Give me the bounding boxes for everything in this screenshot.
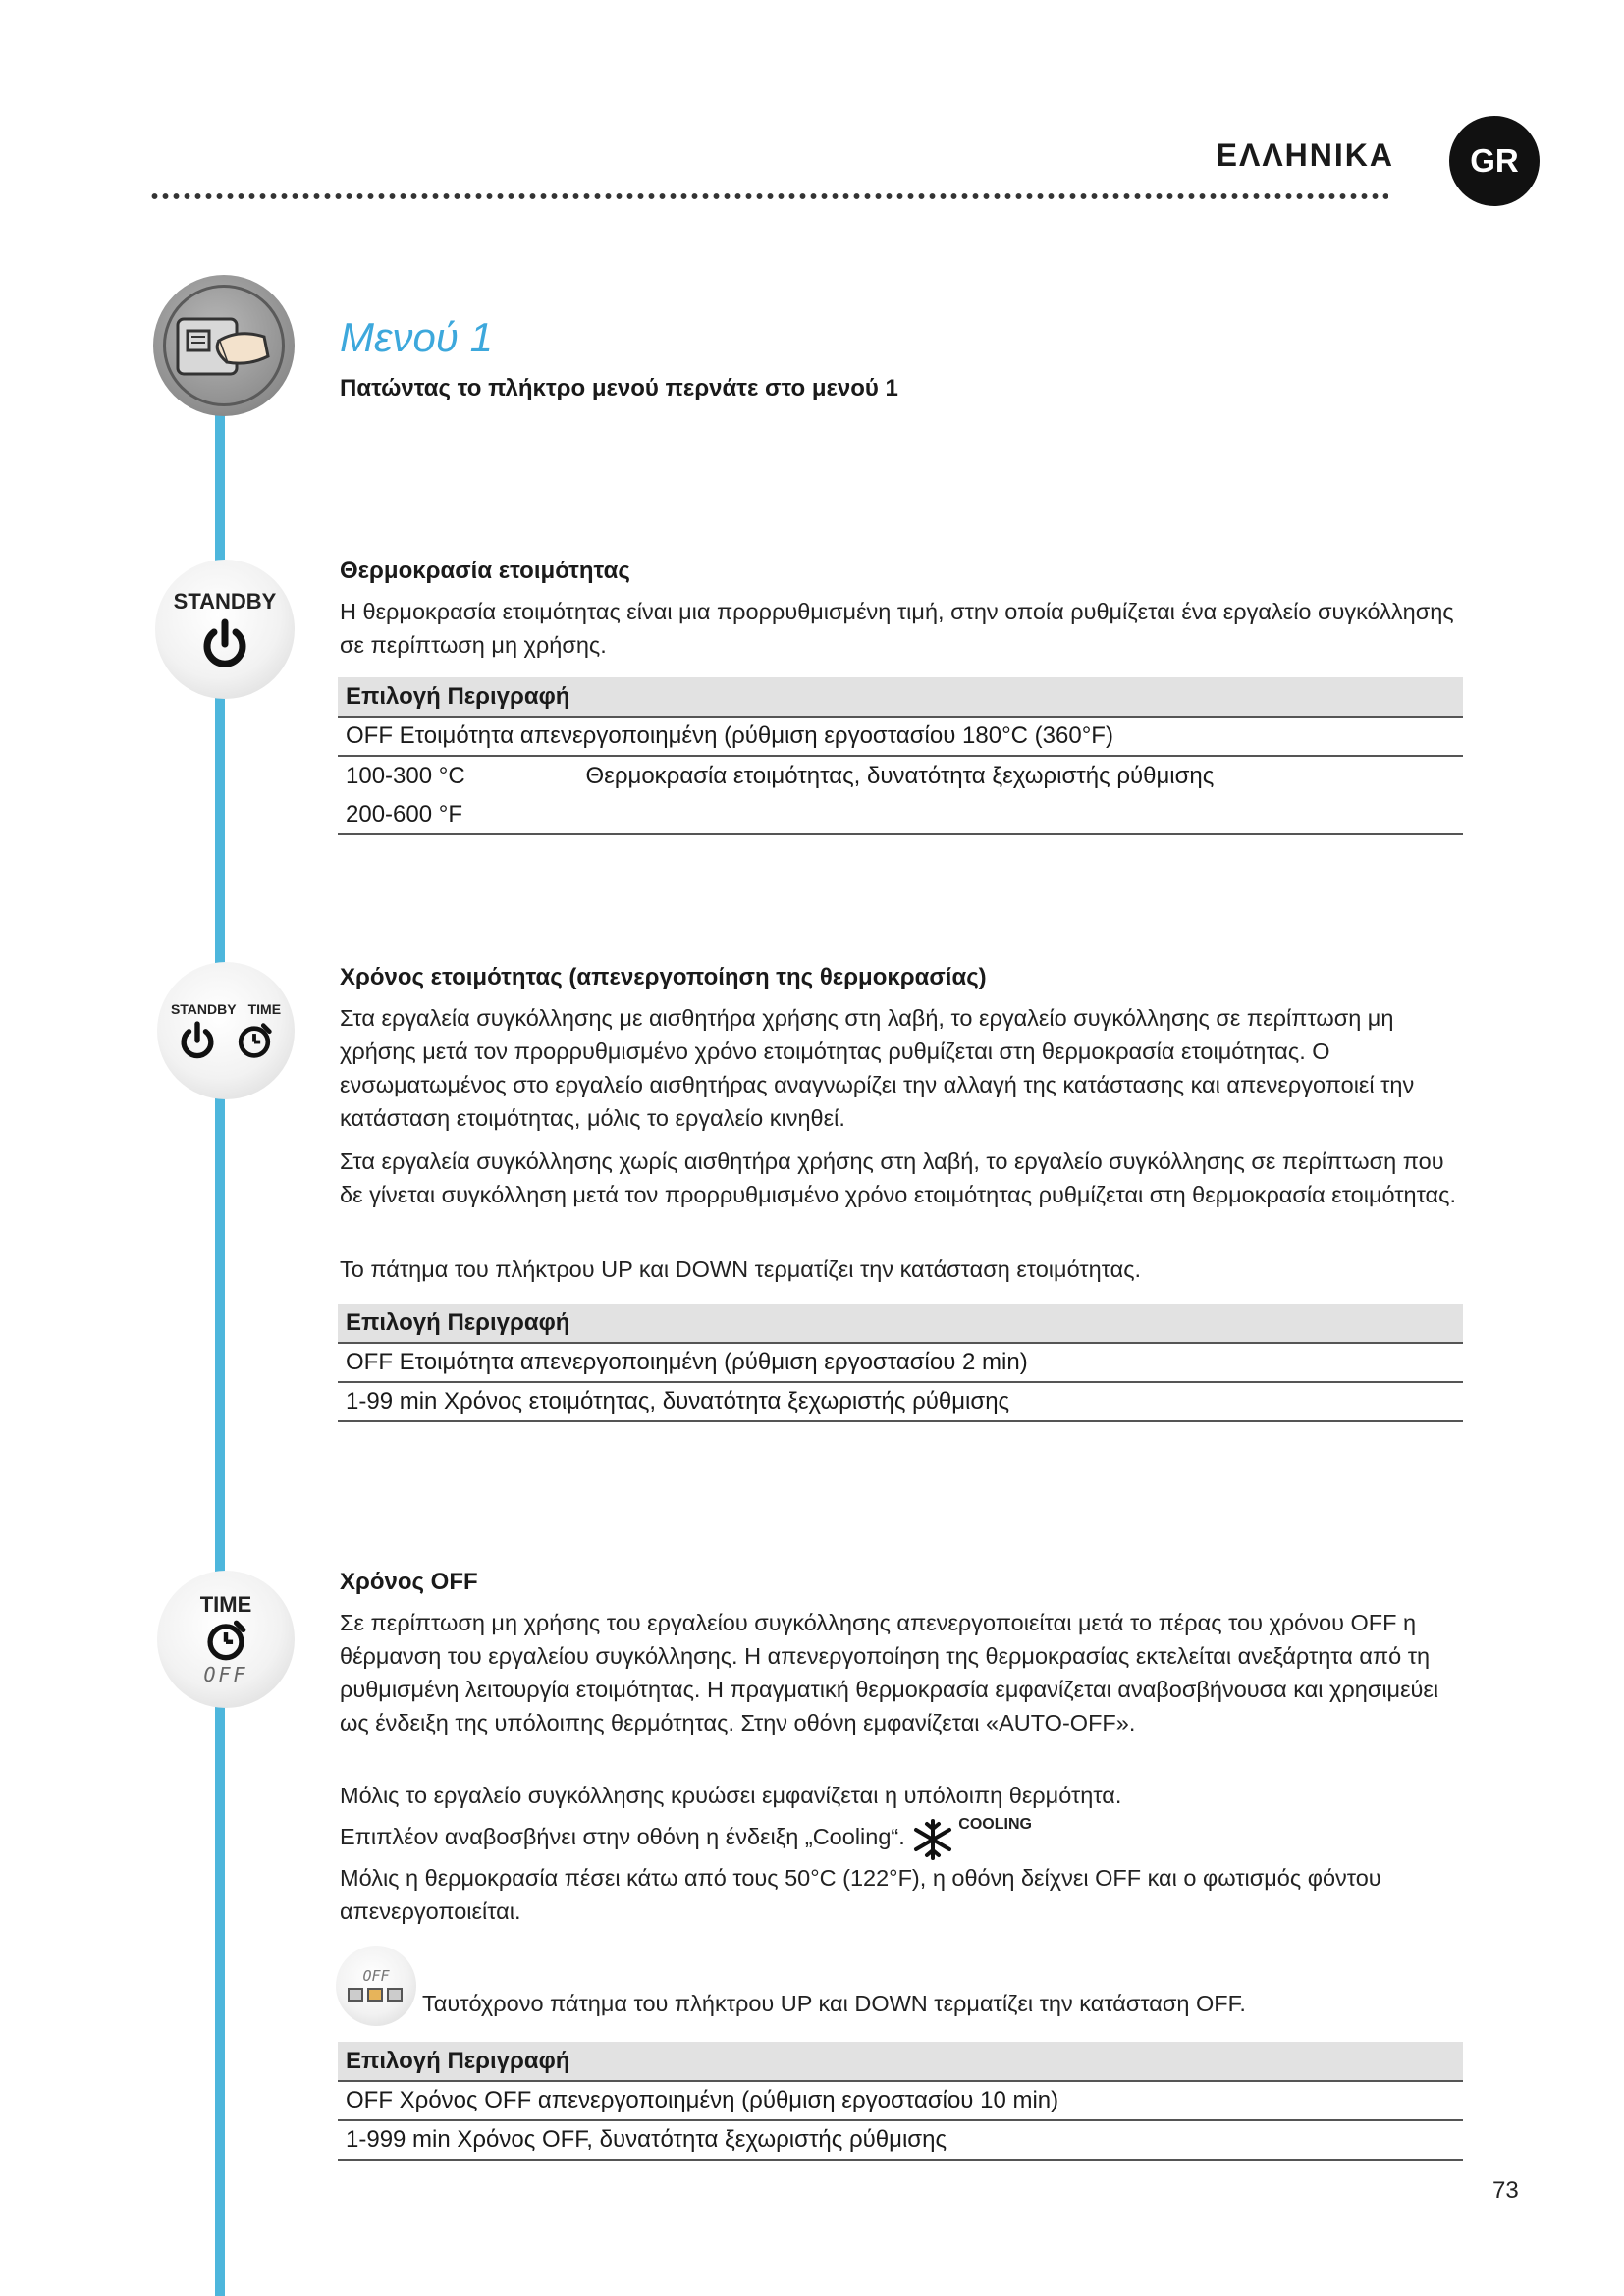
table-cell: 1-999 min Χρόνος OFF, δυνατότητα ξεχωριστής ρύθμισης	[338, 2120, 1463, 2160]
table-cell: 100-300 °C	[346, 762, 465, 789]
language-label: ΕΛΛΗΝΙΚΑ	[1216, 137, 1394, 173]
table-header: Επιλογή Περιγραφή	[338, 677, 577, 717]
time-off-p3-row	[340, 1815, 1459, 1855]
off-label: OFF	[203, 1663, 248, 1686]
time-off-icon	[157, 1571, 295, 1708]
time-icon-label: TIME	[199, 1592, 252, 1617]
standby-time-p2: Στα εργαλεία συγκόλλησης χωρίς αισθητήρα χρήσης στη λαβή, το εργαλείο συγκόλλησης σε περίπτωση που δε γίνεται συγκόλληση μετά τον προρρυθμισμένο χρόνο ετοιμότητας ρυθμίζεται στη θερμοκρασία ετοιμότητας.	[340, 1148, 1456, 1207]
dotted-divider	[149, 190, 1388, 202]
table-header: Επιλογή Περιγραφή	[338, 2042, 1463, 2081]
finger-press-icon	[170, 301, 278, 390]
standby-time-p1: Στα εργαλεία συγκόλλησης με αισθητήρα χρήσης στη λαβή, το εργαλείο συγκόλλησης σε περίπτωση μη χρήσης μετά τον προρρυθμισμένο χρόνο ετοιμότητας ρυθμίζεται στη θερμοκρασία ετοιμότητας. Ο ενσωματωμένος στο εργαλείο αισθητήρας αναγνωρίζει την αλλαγή της κατάστασης και απενεργοποιεί την κατάσταση ετοιμότητας, μόλις το εργαλείο κινηθεί.	[340, 1005, 1415, 1131]
table-cell: OFF Ετοιμότητα απενεργοποιημένη (ρύθμιση εργοστασίου 180°C (360°F)	[338, 717, 1463, 756]
off-display-icon	[336, 1946, 416, 2026]
table-cell: Θερμοκρασία ετοιμότητας, δυνατότητα ξεχωριστής ρύθμισης	[585, 762, 1215, 789]
table-cell: 200-600 °F	[338, 795, 577, 834]
power-icon	[178, 1021, 217, 1060]
standby-temp-text: Η θερμοκρασία ετοιμότητας είναι μια προρρυθμισμένη τιμή, στην οποία ρυθμίζεται ένα εργαλείο συγκόλλησης σε περίπτωση μη χρήσης.	[340, 599, 1454, 658]
time-off-p1: Σε περίπτωση μη χρήσης του εργαλείου συγκόλλησης απενεργοποιείται μετά το πέρας του χρόνου OFF η θέρμανση του εργαλείου συγκόλλησης. Η απενεργοποίηση της θερμοκρασίας εκτελείται ανεξάρτητα από τη ρυθμισμένη λειτουργία ετοιμότητας. Η πραγματική θερμοκρασία εμφανίζεται αναβοσβήνουσα και χρησιμεύει ως ένδειξη της υπόλοιπης θερμότητας. Στην οθόνη εμφανίζεται «AUTO-OFF».	[340, 1610, 1439, 1735]
standby-time-icon	[157, 962, 295, 1099]
standby-icon	[155, 560, 295, 699]
snowflake-icon	[911, 1818, 954, 1861]
table-cell: 1-99 min Χρόνος ετοιμότητας, δυνατότητα ξεχωριστής ρύθμισης	[338, 1382, 1463, 1421]
off-display-label: OFF	[362, 1967, 390, 1985]
standby-time-title: Χρόνος ετοιμότητας (απενεργοποίηση της θερμοκρασίας)	[340, 964, 987, 990]
keypad-icon	[347, 1985, 406, 2004]
time-off-table	[338, 2042, 1463, 2163]
timer-icon	[203, 1618, 248, 1663]
cooling-label: COOLING	[958, 1815, 1032, 1833]
standby-icon-label: STANDBY	[173, 589, 277, 614]
standby-time-table	[338, 1304, 1463, 1425]
time-off-p2: Μόλις το εργαλείο συγκόλλησης κρυώσει εμφανίζεται η υπόλοιπη θερμότητα.	[340, 1783, 1122, 1808]
power-icon	[199, 618, 250, 669]
standby-time-icon-label-b: TIME	[247, 1001, 282, 1017]
language-badge: GR	[1449, 116, 1540, 206]
cooling-indicator	[911, 1815, 1039, 1855]
menu-button-icon	[153, 275, 295, 416]
time-off-title: Χρόνος OFF	[340, 1569, 478, 1595]
time-off-p4: Μόλις η θερμοκρασία πέσει κάτω από τους 50°C (122°F), η οθόνη δείχνει OFF και ο φωτισμός φόντου απενεργοποιείται.	[340, 1865, 1381, 1924]
time-off-p3: Επιπλέον αναβοσβήνει στην οθόνη η ένδειξη „Cooling“.	[340, 1824, 905, 1849]
page-number: 73	[1492, 2177, 1519, 2204]
table-cell: OFF Ετοιμότητα απενεργοποιημένη (ρύθμιση εργοστασίου 2 min)	[338, 1343, 1463, 1382]
standby-temp-table	[338, 677, 1463, 838]
menu-subtitle: Πατώντας το πλήκτρο μενού περνάτε στο μενού 1	[340, 375, 898, 401]
table-header: Επιλογή Περιγραφή	[338, 1304, 1463, 1343]
standby-time-p3: Το πάτημα του πλήκτρου UP και DOWN τερματίζει την κατάσταση ετοιμότητας.	[340, 1256, 1142, 1282]
time-off-p5: Ταυτόχρονο πάτημα του πλήκτρου UP και DOWN τερματίζει την κατάσταση OFF.	[422, 1991, 1246, 2016]
menu-title: Μενού 1	[340, 314, 493, 360]
table-cell: OFF Χρόνος OFF απενεργοποιημένη (ρύθμιση εργοστασίου 10 min)	[338, 2081, 1463, 2120]
timer-icon	[235, 1021, 274, 1060]
standby-time-icon-label-a: STANDBY	[170, 1001, 237, 1017]
standby-temp-title: Θερμοκρασία ετοιμότητας	[340, 558, 630, 584]
